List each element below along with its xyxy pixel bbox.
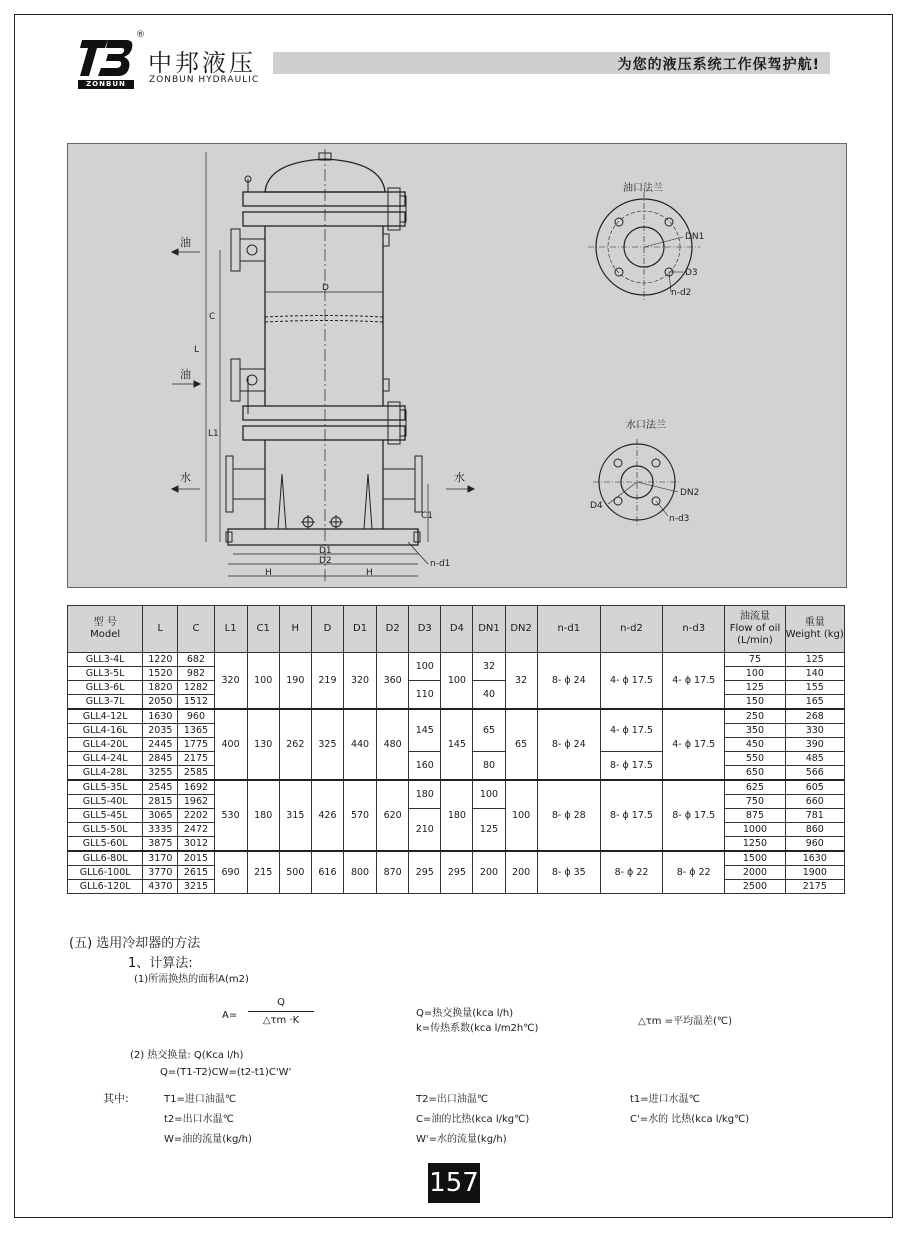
l-cell: 2815 — [143, 795, 178, 809]
c-cell: 3215 — [178, 880, 214, 894]
weight-cell: 860 — [785, 823, 844, 837]
fraction-denominator: △τm ·K — [262, 1015, 300, 1026]
c-cell: 1692 — [178, 780, 214, 795]
cooler-drawing — [68, 144, 848, 589]
T2-definition: T2=出口油温℃ — [416, 1094, 489, 1105]
c1-cell: 130 — [247, 709, 279, 780]
flow-cell: 75 — [725, 653, 785, 667]
header-en-text: D2 — [385, 623, 400, 634]
nd1-label: n-d1 — [430, 559, 451, 569]
flow-cell: 750 — [725, 795, 785, 809]
header-en-text: L — [157, 623, 164, 634]
l1-cell: 320 — [214, 653, 247, 710]
w-definition: W=油的流量(kg/h) — [164, 1134, 252, 1145]
header-en-text: n-d1 — [557, 623, 581, 634]
water-label-left: 水 — [180, 471, 191, 484]
dim-l1-label: L1 — [208, 429, 219, 439]
weight-cell: 125 — [785, 653, 844, 667]
specification-table — [67, 605, 845, 894]
oil-label-bottom: 油 — [180, 368, 191, 381]
c1-cell: 215 — [247, 851, 279, 894]
c-definition: C=油的比热(kca l/kg℃) — [416, 1114, 530, 1125]
flow-cell: 100 — [725, 667, 785, 681]
d1-cell: 440 — [343, 709, 376, 780]
d3-cell: 100 — [409, 653, 441, 681]
table-header-cell — [377, 606, 409, 653]
dim-c-label: C — [209, 312, 216, 322]
c-cell: 1365 — [178, 724, 214, 738]
heat-title: (2) 热交换量: Q(Kca l/h) — [130, 1050, 244, 1061]
table-header-cell — [785, 606, 844, 653]
l-cell: 2545 — [143, 780, 178, 795]
table-header-cell — [214, 606, 247, 653]
zb-logo-mark — [78, 38, 134, 78]
table-header-row — [68, 606, 845, 653]
weight-cell: 781 — [785, 809, 844, 823]
l-cell: 2845 — [143, 752, 178, 766]
model-cell: GLL5-35L — [68, 780, 143, 795]
fraction-numerator: Q — [277, 997, 285, 1008]
d1-cell: 800 — [343, 851, 376, 894]
d3-cell: 180 — [409, 780, 441, 809]
dim-h-right-label: H — [366, 568, 373, 578]
k-definition: k=传热系数(kca l/m2h℃) — [416, 1023, 539, 1034]
d-cell: 219 — [311, 653, 343, 710]
dn1-cell: 100 — [473, 780, 505, 809]
nd2-label: n-d2 — [671, 288, 692, 298]
header-en-text: D — [323, 623, 332, 634]
table-header-cell — [279, 606, 311, 653]
water-flange-title: 水口法兰 — [626, 420, 666, 431]
l1-cell: 530 — [214, 780, 247, 851]
d2-cell: 620 — [377, 780, 409, 851]
dn2-cell: 65 — [505, 709, 537, 780]
l-cell: 3335 — [143, 823, 178, 837]
model-cell: GLL5-60L — [68, 837, 143, 852]
c-cell: 2202 — [178, 809, 214, 823]
d3-cell: 160 — [409, 752, 441, 781]
weight-cell: 155 — [785, 681, 844, 695]
nd3-cell: 8- ϕ 17.5 — [663, 780, 725, 851]
model-cell: GLL4-16L — [68, 724, 143, 738]
dn2-label: DN2 — [680, 488, 700, 498]
nd2-cell: 8- ϕ 22 — [600, 851, 662, 894]
header-en-text: Flow of oil (L/min) — [729, 623, 781, 646]
d1-cell: 320 — [343, 653, 376, 710]
header-en-text: Model — [90, 629, 121, 640]
w2-definition: W'=水的流量(kg/h) — [416, 1134, 507, 1145]
model-cell: GLL6-100L — [68, 866, 143, 880]
c1-cell: 100 — [247, 653, 279, 710]
dn1-cell: 65 — [473, 709, 505, 752]
weight-cell: 605 — [785, 780, 844, 795]
d3-cell: 210 — [409, 809, 441, 852]
flow-cell: 1000 — [725, 823, 785, 837]
header-en-text: D1 — [353, 623, 368, 634]
nd1-cell: 8- ϕ 24 — [537, 653, 600, 710]
c-cell: 960 — [178, 709, 214, 724]
flow-cell: 650 — [725, 766, 785, 781]
d4-cell: 145 — [441, 709, 473, 780]
l-cell: 1220 — [143, 653, 178, 667]
flow-cell: 1500 — [725, 851, 785, 866]
model-cell: GLL5-50L — [68, 823, 143, 837]
model-cell: GLL5-40L — [68, 795, 143, 809]
table-header-cell — [600, 606, 662, 653]
table-header-cell — [537, 606, 600, 653]
l1-cell: 400 — [214, 709, 247, 780]
d2-cell: 480 — [377, 709, 409, 780]
dn2-cell: 32 — [505, 653, 537, 710]
weight-cell: 390 — [785, 738, 844, 752]
l-cell: 1630 — [143, 709, 178, 724]
header-en-text: Weight (kg) — [785, 629, 844, 640]
l-cell: 2035 — [143, 724, 178, 738]
c-cell: 682 — [178, 653, 214, 667]
table-header-cell — [143, 606, 178, 653]
table-header-cell — [247, 606, 279, 653]
header-en-text: n-d3 — [682, 623, 706, 634]
dim-l-label: L — [194, 345, 200, 355]
nd3-cell: 4- ϕ 17.5 — [663, 653, 725, 710]
weight-cell: 1630 — [785, 851, 844, 866]
d2-cell: 870 — [377, 851, 409, 894]
model-cell: GLL6-120L — [68, 880, 143, 894]
d-cell: 426 — [311, 780, 343, 851]
d3-cell: 295 — [409, 851, 441, 894]
l-cell: 1820 — [143, 681, 178, 695]
weight-cell: 566 — [785, 766, 844, 781]
weight-cell: 165 — [785, 695, 844, 710]
model-cell: GLL4-28L — [68, 766, 143, 781]
c1-cell: 180 — [247, 780, 279, 851]
a-equals: A= — [222, 1010, 238, 1021]
l-cell: 3255 — [143, 766, 178, 781]
table-row — [68, 653, 845, 667]
header-en-text: DN2 — [510, 623, 532, 634]
area-formula-fraction — [248, 997, 314, 1026]
c-cell: 3012 — [178, 837, 214, 852]
model-cell: GLL4-12L — [68, 709, 143, 724]
oil-flange-title: 油口法兰 — [623, 183, 663, 194]
weight-cell: 960 — [785, 837, 844, 852]
nd1-cell: 8- ϕ 24 — [537, 709, 600, 780]
l-cell: 2050 — [143, 695, 178, 710]
c-cell: 2015 — [178, 851, 214, 866]
model-cell: GLL5-45L — [68, 809, 143, 823]
nd1-cell: 8- ϕ 35 — [537, 851, 600, 894]
dim-d1-label: D1 — [319, 546, 332, 556]
header-cn-text: 型 号 — [93, 617, 117, 628]
t2-definition: t2=出口水温℃ — [164, 1114, 234, 1125]
table-header-cell — [178, 606, 214, 653]
model-cell: GLL3-7L — [68, 695, 143, 710]
t1-definition: T1=进口油温℃ — [164, 1094, 237, 1105]
d4-cell: 100 — [441, 653, 473, 710]
table-header-cell — [725, 606, 785, 653]
heat-equation: Q=(T1-T2)CW=(t2-t1)C'W' — [160, 1067, 292, 1078]
water-label-right: 水 — [454, 471, 465, 484]
header-cn-text: 重量 — [804, 617, 825, 628]
flow-cell: 350 — [725, 724, 785, 738]
where-label: 其中: — [103, 1092, 129, 1105]
weight-cell: 140 — [785, 667, 844, 681]
dim-d2-label: D2 — [319, 556, 332, 566]
h-cell: 190 — [279, 653, 311, 710]
page-number: 157 — [428, 1163, 480, 1203]
nd2-cell: 4- ϕ 17.5 — [600, 709, 662, 752]
flow-cell: 150 — [725, 695, 785, 710]
c-cell: 1282 — [178, 681, 214, 695]
c2-definition: C'=水的 比热(kca l/kg℃) — [630, 1114, 750, 1125]
dn2-cell: 100 — [505, 780, 537, 851]
c-cell: 2585 — [178, 766, 214, 781]
nd3-cell: 4- ϕ 17.5 — [663, 709, 725, 780]
model-cell: GLL3-5L — [68, 667, 143, 681]
dn1-cell: 40 — [473, 681, 505, 710]
logo-zonbun: ZONBUN — [78, 80, 134, 89]
weight-cell: 268 — [785, 709, 844, 724]
table-header-cell — [473, 606, 505, 653]
c-cell: 1775 — [178, 738, 214, 752]
t1w-definition: t1=进口水温℃ — [630, 1094, 700, 1105]
c-cell: 2175 — [178, 752, 214, 766]
table-header-cell — [68, 606, 143, 653]
dim-d-label: D — [322, 283, 329, 293]
c-cell: 982 — [178, 667, 214, 681]
c-cell: 1512 — [178, 695, 214, 710]
l-cell: 4370 — [143, 880, 178, 894]
d1-cell: 570 — [343, 780, 376, 851]
header-en-text: D4 — [449, 623, 464, 634]
section-title: (五) 选用冷却器的方法 — [69, 936, 201, 951]
nd2-cell: 4- ϕ 17.5 — [600, 653, 662, 710]
d3-cell: 110 — [409, 681, 441, 710]
header-en-text: DN1 — [478, 623, 500, 634]
dn1-cell: 32 — [473, 653, 505, 681]
weight-cell: 330 — [785, 724, 844, 738]
h-cell: 315 — [279, 780, 311, 851]
dim-c1-label: C1 — [421, 511, 434, 521]
flow-cell: 125 — [725, 681, 785, 695]
dim-h-left-label: H — [265, 568, 272, 578]
flow-cell: 2500 — [725, 880, 785, 894]
dn1-cell: 125 — [473, 809, 505, 852]
fraction-bar — [248, 1011, 314, 1012]
d-cell: 325 — [311, 709, 343, 780]
table-header-cell — [343, 606, 376, 653]
dn1-cell: 80 — [473, 752, 505, 781]
flow-cell: 2000 — [725, 866, 785, 880]
nd2-cell: 8- ϕ 17.5 — [600, 780, 662, 851]
d2-cell: 360 — [377, 653, 409, 710]
oil-label-top: 油 — [180, 236, 191, 249]
c-cell: 2472 — [178, 823, 214, 837]
header-en-text: L1 — [224, 623, 237, 634]
table-header-cell — [409, 606, 441, 653]
weight-cell: 1900 — [785, 866, 844, 880]
l-cell: 1520 — [143, 667, 178, 681]
technical-drawing — [67, 143, 847, 588]
l-cell: 3770 — [143, 866, 178, 880]
slogan-text: 为您的液压系统工作保驾护航! — [617, 57, 820, 73]
d4-label: D4 — [590, 501, 603, 511]
flow-cell: 875 — [725, 809, 785, 823]
l1-cell: 690 — [214, 851, 247, 894]
header-en-text: H — [291, 623, 300, 634]
l-cell: 2445 — [143, 738, 178, 752]
calc-title: 1、计算法: — [128, 956, 193, 971]
nd1-cell: 8- ϕ 28 — [537, 780, 600, 851]
model-cell: GLL3-6L — [68, 681, 143, 695]
c-cell: 2615 — [178, 866, 214, 880]
d4-cell: 180 — [441, 780, 473, 851]
q-definition: Q=热交换量(kca l/h) — [416, 1008, 514, 1019]
table-header-cell — [505, 606, 537, 653]
weight-cell: 660 — [785, 795, 844, 809]
d3-label: D3 — [685, 268, 698, 278]
l-cell: 3875 — [143, 837, 178, 852]
company-name-en: ZONBUN HYDRAULIC — [149, 75, 260, 85]
model-cell: GLL4-24L — [68, 752, 143, 766]
dn2-cell: 200 — [505, 851, 537, 894]
flow-cell: 250 — [725, 709, 785, 724]
header-en-text: C1 — [256, 623, 270, 634]
nd3-label: n-d3 — [669, 514, 690, 524]
nd3-cell: 8- ϕ 22 — [663, 851, 725, 894]
c-cell: 1962 — [178, 795, 214, 809]
model-cell: GLL4-20L — [68, 738, 143, 752]
flow-cell: 450 — [725, 738, 785, 752]
dn1-label: DN1 — [685, 232, 705, 242]
l-cell: 3170 — [143, 851, 178, 866]
table-row — [68, 851, 845, 866]
header-en-text: D3 — [417, 623, 432, 634]
header-cn-text: 油流量 — [739, 611, 770, 622]
slogan-banner — [273, 52, 830, 74]
registered-mark: ® — [136, 30, 145, 40]
table-row — [68, 709, 845, 724]
table-row — [68, 780, 845, 795]
table-header-cell — [663, 606, 725, 653]
header-en-text: C — [192, 623, 200, 634]
nd2-cell: 8- ϕ 17.5 — [600, 752, 662, 781]
d-cell: 616 — [311, 851, 343, 894]
l-cell: 3065 — [143, 809, 178, 823]
weight-cell: 2175 — [785, 880, 844, 894]
header-en-text: n-d2 — [620, 623, 643, 634]
dn1-cell: 200 — [473, 851, 505, 894]
weight-cell: 485 — [785, 752, 844, 766]
tm-definition: △τm =平均温差(℃) — [638, 1016, 733, 1027]
h-cell: 262 — [279, 709, 311, 780]
d3-cell: 145 — [409, 709, 441, 752]
area-title: (1)所需换热的面积A(m2) — [134, 974, 249, 985]
model-cell: GLL3-4L — [68, 653, 143, 667]
flow-cell: 625 — [725, 780, 785, 795]
table-header-cell — [311, 606, 343, 653]
h-cell: 500 — [279, 851, 311, 894]
model-cell: GLL6-80L — [68, 851, 143, 866]
company-name-cn: 中邦液压 — [148, 49, 256, 77]
flow-cell: 1250 — [725, 837, 785, 852]
table-header-cell — [441, 606, 473, 653]
d4-cell: 295 — [441, 851, 473, 894]
flow-cell: 550 — [725, 752, 785, 766]
